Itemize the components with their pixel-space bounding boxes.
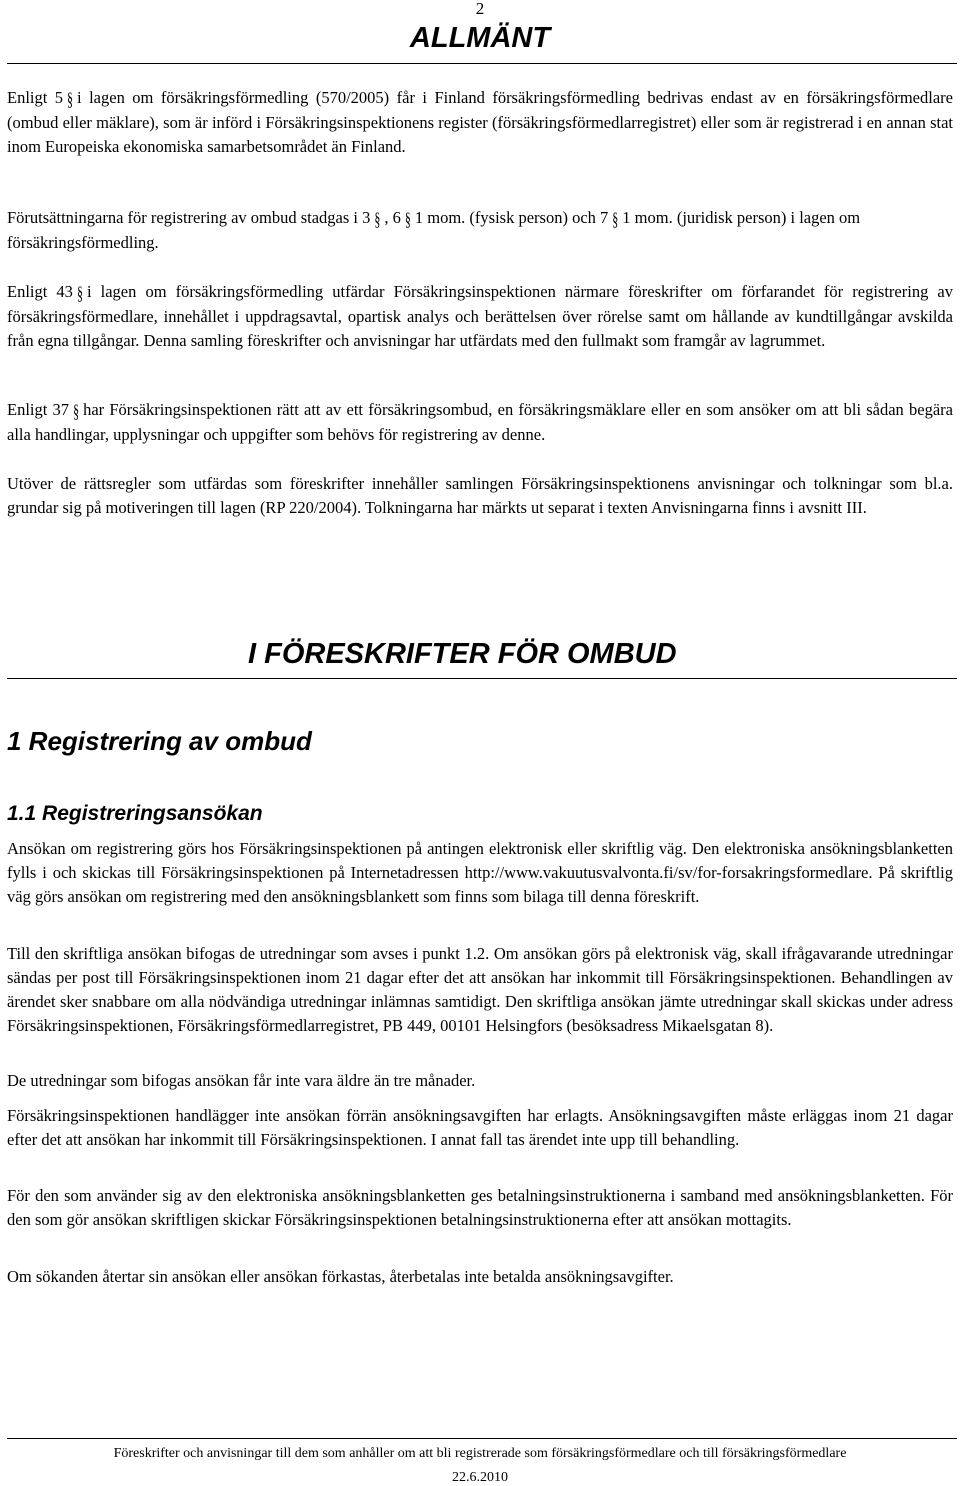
section-symbol: § <box>374 207 381 231</box>
section-symbol: § <box>73 399 80 423</box>
heading-registrering: 1 Registrering av ombud <box>7 726 312 756</box>
footer-date: 22.6.2010 <box>452 1470 508 1485</box>
intro-p2-part-b: , 6 <box>384 208 401 227</box>
intro-paragraph-2 <box>7 206 953 255</box>
footer-divider <box>7 1438 957 1439</box>
body-paragraph-3: De utredningar som bifogas ansökan får inte vara äldre än tre månader. <box>7 1071 476 1090</box>
body-paragraph-5: För den som använder sig av den elektroniska ansökningsblanketten ges betalningsinstruktionerna i samband med ansökningsblanketten. För den som gör ansökan skriftligen skickar Försäkringsinspektionen betalningsinstruktionerna efter att ansökan mottagits. <box>7 1186 953 1229</box>
body-paragraph-2: Till den skriftliga ansökan bifogas de utredningar som avses i punkt 1.2. Om ansökan görs på elektronisk väg, skall ifrågavarande utredningar sändas per post till Försäkringsinspektionen inom 21 dagar efter det att ansökan har inkommit till Försäkringsinspektionen. Behandlingen av ärendet sker snabbare om alla nödvändiga utredningar inlämnas samtidigt. Den skriftliga ansökan jämte utredningar skall skickas under adress Försäkringsinspektionen, Försäkringsförmedlarregistret, PB 449, 00101 Helsingfors (besöksadress Mikaelsgatan 8). <box>7 944 953 1035</box>
intro-p4-start: Enligt 37 <box>7 400 70 419</box>
title-divider <box>7 63 957 64</box>
section-symbol: § <box>404 207 411 231</box>
intro-p2-part-c: 1 mom. (fysisk person) och 7 <box>414 208 609 227</box>
section-symbol: § <box>612 207 619 231</box>
intro-p2-part-a: Förutsättningarna för registrering av ombud stadgas i 3 <box>7 208 371 227</box>
body-paragraph-6: Om sökanden återtar sin ansökan eller ansökan förkastas, återbetalas inte betalda ansökningsavgifter. <box>7 1267 674 1286</box>
body-paragraph-4: Försäkringsinspektionen handlägger inte ansökan förrän ansökningsavgiften har erlagts. Ansökningsavgiften måste erläggas inom 21 dagar efter det att ansökan har inkommit till Försäkringsinspektionen. I annat fall tas ärendet inte upp till behandling. <box>7 1106 953 1149</box>
body-paragraph-1: Ansökan om registrering görs hos Försäkringsinspektionen på antingen elektronisk eller skriftlig väg. Den elektroniska ansökningsblanketten fylls i och skickas till Försäkringsinspektionen på Internetadressen http://www.vakuutusvalvonta.fi/sv/for-forsakringsformedlare. På skriftlig väg görs ansökan om registrering med den ansökningsblankett som finns som bilaga till denna föreskrift. <box>7 839 953 906</box>
intro-p2-part-d: 1 mom. (juridisk person) i lagen om försäkringsförmedling. <box>7 208 861 252</box>
page-number: 2 <box>475 0 485 18</box>
section-title: I FÖRESKRIFTER FÖR OMBUD <box>248 638 677 670</box>
section-symbol: § <box>76 281 83 305</box>
intro-paragraph-5: Utöver de rättsregler som utfärdas som föreskrifter innehåller samlingen Försäkringsinspektionens anvisningar och tolkningar som bl.a. grundar sig på motiveringen till lagen (RP 220/2004). Tolkningarna har märkts ut separat i texten Anvisningarna finns i avsnitt III. <box>7 474 953 517</box>
footer-text: Föreskrifter och anvisningar till dem som anhåller om att bli registrerade som försäkringsförmedlare och till försäkringsförmedlare <box>113 1446 847 1461</box>
intro-p1-start: Enligt 5 <box>7 88 64 107</box>
intro-paragraph-1 <box>7 86 953 159</box>
heading-registreringsansokan: 1.1 Registreringsansökan <box>7 802 263 825</box>
section-divider <box>7 678 957 679</box>
intro-p3-rest: i lagen om försäkringsförmedling utfärdar Försäkringsinspektionen närmare föreskrifter om förfarandet för registrering av försäkringsförmedlare, innehållet i uppdragsavtal, opartisk analys och berättelsen över rörelse samt om hållande av kundtillgångar avskilda från egna tillgångar. Denna samling föreskrifter och anvisningar har utfärdats med den fullmakt som framgår av lagrummet. <box>7 282 953 350</box>
page-title: ALLMÄNT <box>409 22 551 54</box>
intro-p1-rest: i lagen om försäkringsförmedling (570/2005) får i Finland försäkringsförmedling bedrivas endast av en försäkringsförmedlare (ombud eller mäklare), som är införd i Försäkringsinspektionens register (försäkringsförmedlarregistret) eller som är registrerad i en annan stat inom Europeiska ekonomiska samarbetsområdet än Finland. <box>7 88 953 156</box>
intro-p3-start: Enligt 43 <box>7 282 73 301</box>
intro-paragraph-4 <box>7 398 953 447</box>
intro-paragraph-3 <box>7 280 953 353</box>
intro-p4-rest: har Försäkringsinspektionen rätt att av ett försäkringsombud, en försäkringsmäklare eller en som ansöker om att bli sådan begära alla handlingar, upplysningar och uppgifter som behövs för registrering av denne. <box>7 400 953 444</box>
section-symbol: § <box>67 87 74 111</box>
